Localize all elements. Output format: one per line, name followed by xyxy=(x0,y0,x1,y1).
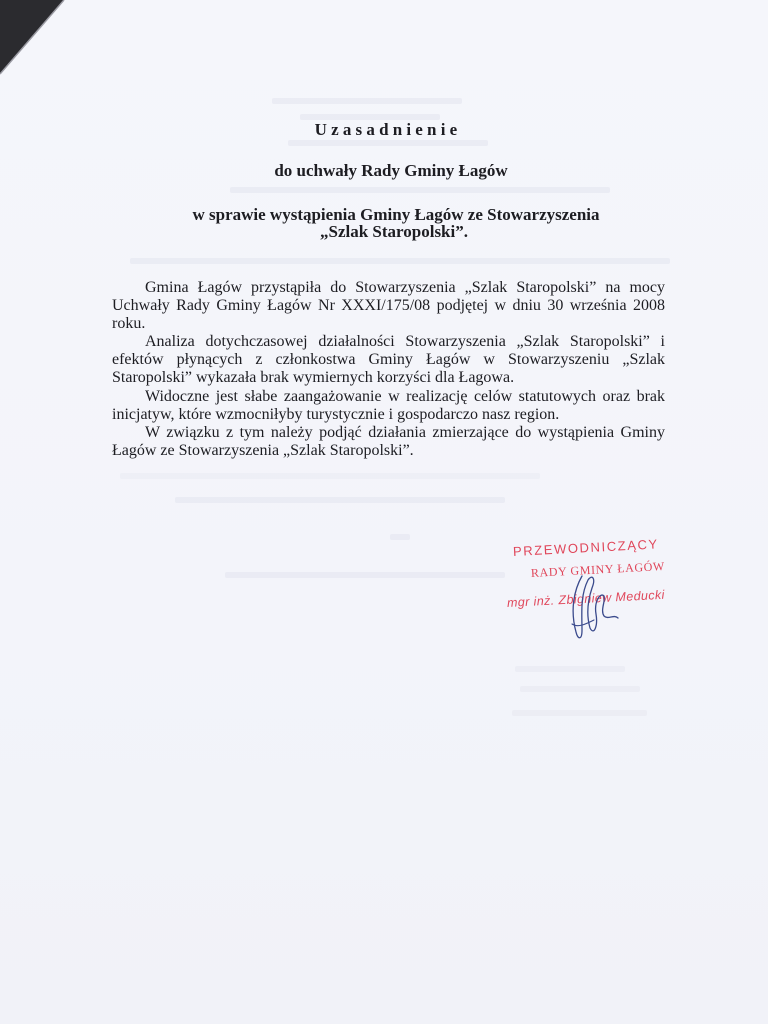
document-body xyxy=(112,279,665,460)
bleed-through-mark xyxy=(225,572,505,578)
paragraph-membership: Gmina Łagów przystąpiła do Stowarzyszenia „Szlak Staropolski” na mocy Uchwały Rady Gminy Łagów Nr XXXI/175/08 podjętej w dniu 30 września 2008 roku. xyxy=(112,279,665,333)
document-subject-line-1: w sprawie wystąpienia Gminy Łagów ze Stowarzyszenia xyxy=(192,205,600,224)
bleed-through-mark xyxy=(272,98,462,104)
paragraph-analysis: Analiza dotychczasowej działalności Stowarzyszenia „Szlak Staropolski” i efektów płynących z członkostwa Gminy Łagów w Stowarzyszeniu „Szlak Staropolski” wykazała brak wymiernych korzyści dla Łagowa. xyxy=(112,333,665,387)
bleed-through-mark xyxy=(175,497,505,503)
bleed-through-mark xyxy=(512,710,647,716)
bleed-through-mark xyxy=(230,187,610,193)
bleed-through-mark xyxy=(390,534,410,540)
folded-corner-shadow xyxy=(0,0,70,80)
handwritten-signature xyxy=(560,570,640,650)
document-subject-line-2: „Szlak Staropolski”. xyxy=(319,222,468,241)
stamp-title: PRZEWODNICZĄCY xyxy=(512,536,660,559)
bleed-through-mark xyxy=(515,666,625,672)
paragraph-conclusion: W związku z tym należy podjąć działania zmierzające do wystąpienia Gminy Łagów ze Stowarzyszenia „Szlak Staropolski”. xyxy=(112,423,665,459)
bleed-through-mark xyxy=(120,473,540,479)
bleed-through-mark xyxy=(520,686,640,692)
document-title: Uzasadnienie xyxy=(314,120,462,139)
paragraph-engagement: Widoczne jest słabe zaangażowanie w realizację celów statutowych oraz brak inicjatyw, które wzmocniłyby turystycznie i gospodarczo nasz region. xyxy=(112,387,665,423)
document-subtitle: do uchwały Rady Gminy Łagów xyxy=(274,161,508,180)
bleed-through-mark xyxy=(130,258,670,264)
stamp-organization: RADY GMINY ŁAGÓW xyxy=(530,558,666,580)
stamp-name: mgr inż. Zbigniew Meducki xyxy=(506,587,666,610)
bleed-through-mark xyxy=(288,140,488,146)
